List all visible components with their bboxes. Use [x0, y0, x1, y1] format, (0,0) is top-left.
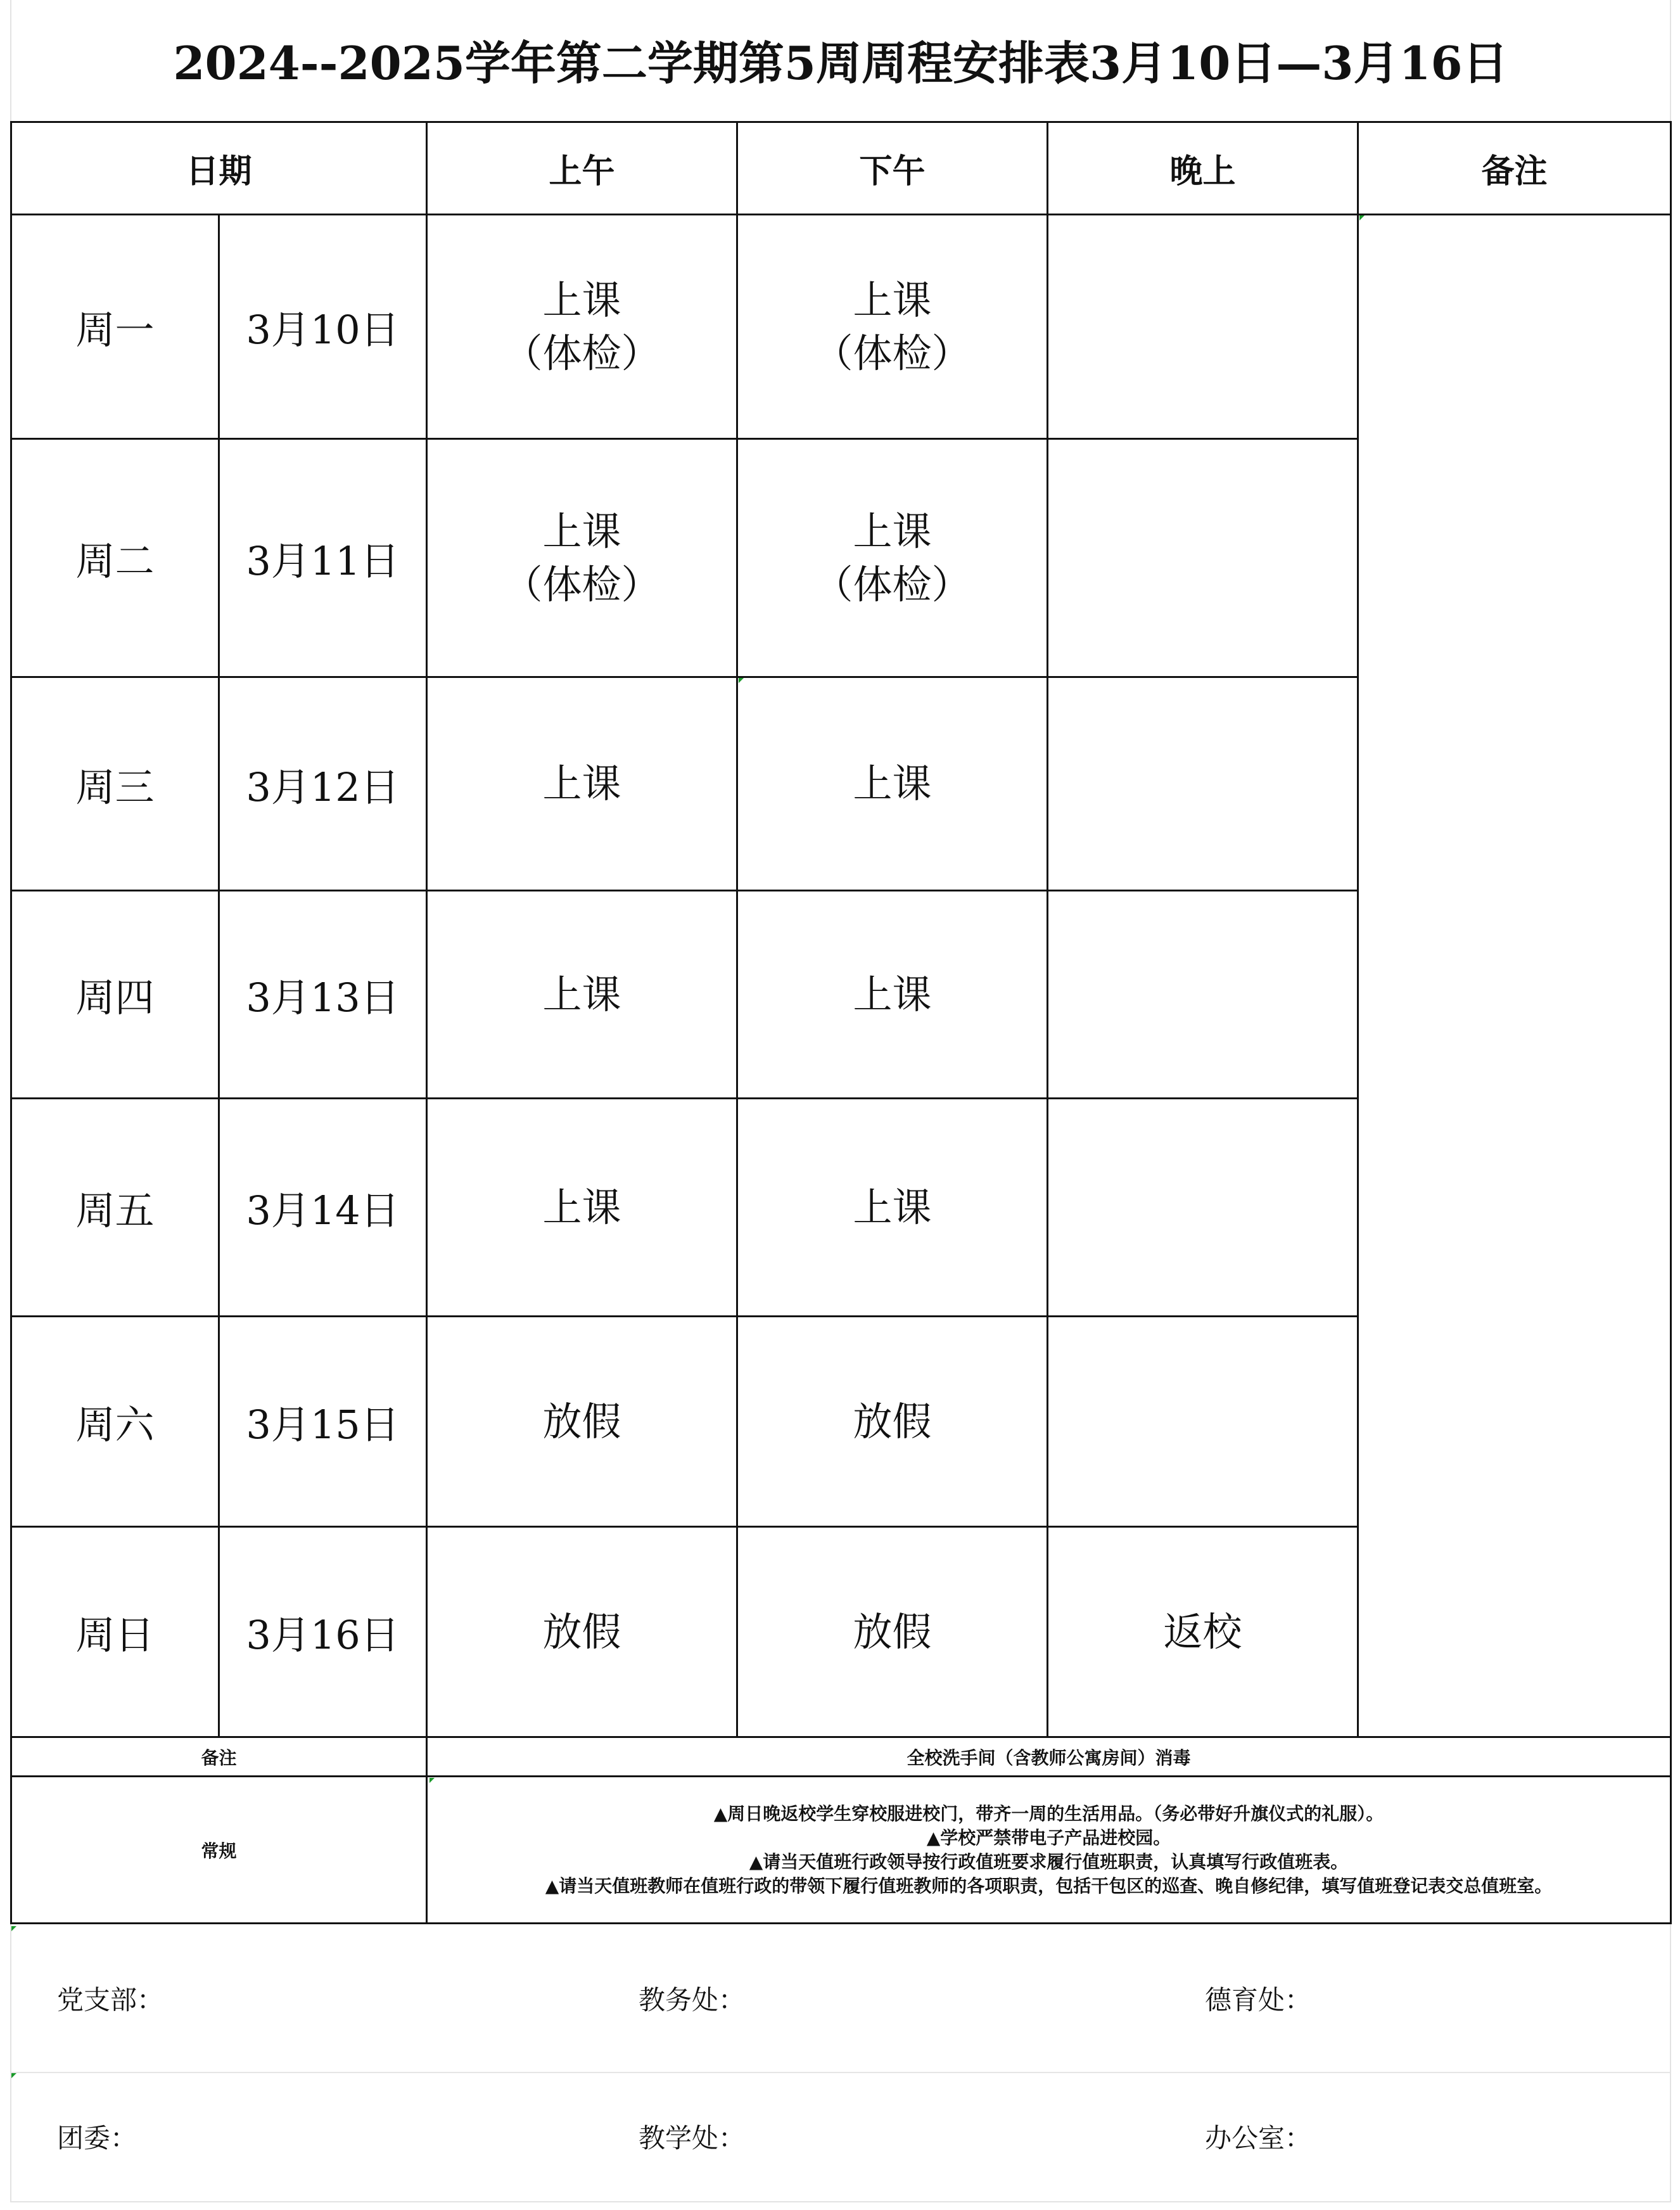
evening-cell [1048, 439, 1358, 677]
table-row [11, 215, 1671, 439]
header-evening: 晚上 [1048, 122, 1358, 215]
morning-cell: 放假 [427, 1317, 737, 1527]
day-cell: 周四 [11, 891, 219, 1099]
note-text: 全校洗手间（含教师公寓房间）消毒 [427, 1737, 1671, 1777]
date-cell: 3月11日 [219, 439, 427, 677]
evening-cell [1048, 677, 1358, 891]
day-cell: 周一 [11, 215, 219, 439]
date-cell: 3月12日 [219, 677, 427, 891]
date-cell: 3月15日 [219, 1317, 427, 1527]
evening-cell [1048, 891, 1358, 1099]
date-cell: 3月16日 [219, 1527, 427, 1737]
header-date: 日期 [11, 122, 427, 215]
morning-activity-note: （体检） [503, 561, 661, 608]
signature-general-office: 办公室： [1205, 2123, 1312, 2154]
header-remarks: 备注 [1358, 122, 1671, 215]
rules-text [427, 1777, 1671, 1924]
rule-line: ▲请当天值班教师在值班行政的带领下履行值班教师的各项职责，包括干包区的巡查、晚自修纪律，填写值班登记表交总值班室。 [545, 1875, 1553, 1896]
day-cell: 周日 [11, 1527, 219, 1737]
afternoon-cell: 放假 [737, 1527, 1048, 1737]
rule-line: ▲周日晚返校学生穿校服进校门，带齐一周的生活用品。（务必带好升旗仪式的礼服）。 [713, 1803, 1384, 1824]
morning-cell: 上课 [427, 1099, 737, 1317]
afternoon-cell [737, 439, 1048, 677]
morning-cell [427, 439, 737, 677]
cell-marker [739, 678, 744, 683]
signature-teaching-office: 教学处： [639, 2123, 746, 2154]
morning-cell: 上课 [427, 891, 737, 1099]
morning-activity-note: （体检） [503, 329, 661, 376]
afternoon-cell [737, 215, 1048, 439]
rules-row [11, 1777, 1671, 1924]
signature-youth-league: 团委： [57, 2123, 137, 2154]
cell-marker [11, 2073, 16, 2078]
date-cell: 3月13日 [219, 891, 427, 1099]
cell-marker [430, 1778, 435, 1783]
weekly-schedule-table [10, 121, 1672, 1924]
afternoon-cell: 放假 [737, 1317, 1048, 1527]
morning-cell: 上课 [427, 677, 737, 891]
header-afternoon: 下午 [737, 122, 1048, 215]
morning-cell: 放假 [427, 1527, 737, 1737]
signature-academic-affairs: 教务处： [639, 1984, 746, 2015]
page-title: 2024--2025学年第二学期第5周周程安排表3月10日—3月16日 [173, 36, 1508, 90]
rules-label: 常规 [11, 1777, 427, 1924]
signature-party-branch: 党支部： [57, 1984, 164, 2015]
signature-row-1 [11, 1934, 1670, 2067]
morning-cell [427, 215, 737, 439]
evening-cell [1048, 1099, 1358, 1317]
remarks-column-cell [1358, 215, 1671, 1737]
day-cell: 周六 [11, 1317, 219, 1527]
afternoon-activity: 上课 [853, 508, 932, 554]
rule-line: ▲学校严禁带电子产品进校园。 [926, 1827, 1171, 1848]
afternoon-cell: 上课 [737, 1099, 1048, 1317]
rule-line: ▲请当天值班行政领导按行政值班要求履行值班职责，认真填写行政值班表。 [749, 1851, 1349, 1872]
signature-row-2 [11, 2072, 1670, 2205]
afternoon-activity-note: （体检） [813, 561, 971, 608]
afternoon-cell: 上课 [737, 677, 1048, 891]
header-morning: 上午 [427, 122, 737, 215]
day-cell: 周三 [11, 677, 219, 891]
date-cell: 3月10日 [219, 215, 427, 439]
signature-moral-education: 德育处： [1205, 1984, 1312, 2015]
note-row [11, 1737, 1671, 1777]
cell-marker [1359, 215, 1365, 220]
afternoon-activity-note: （体检） [813, 329, 971, 376]
day-cell: 周二 [11, 439, 219, 677]
evening-cell [1048, 1317, 1358, 1527]
note-label: 备注 [11, 1737, 427, 1777]
evening-cell [1048, 215, 1358, 439]
morning-activity: 上课 [542, 508, 621, 554]
date-cell: 3月14日 [219, 1099, 427, 1317]
morning-activity: 上课 [542, 276, 621, 323]
day-cell: 周五 [11, 1099, 219, 1317]
evening-cell: 返校 [1048, 1527, 1358, 1737]
afternoon-cell: 上课 [737, 891, 1048, 1099]
table-header-row [11, 122, 1671, 215]
cell-marker [11, 1926, 16, 1931]
afternoon-activity: 上课 [853, 276, 932, 323]
